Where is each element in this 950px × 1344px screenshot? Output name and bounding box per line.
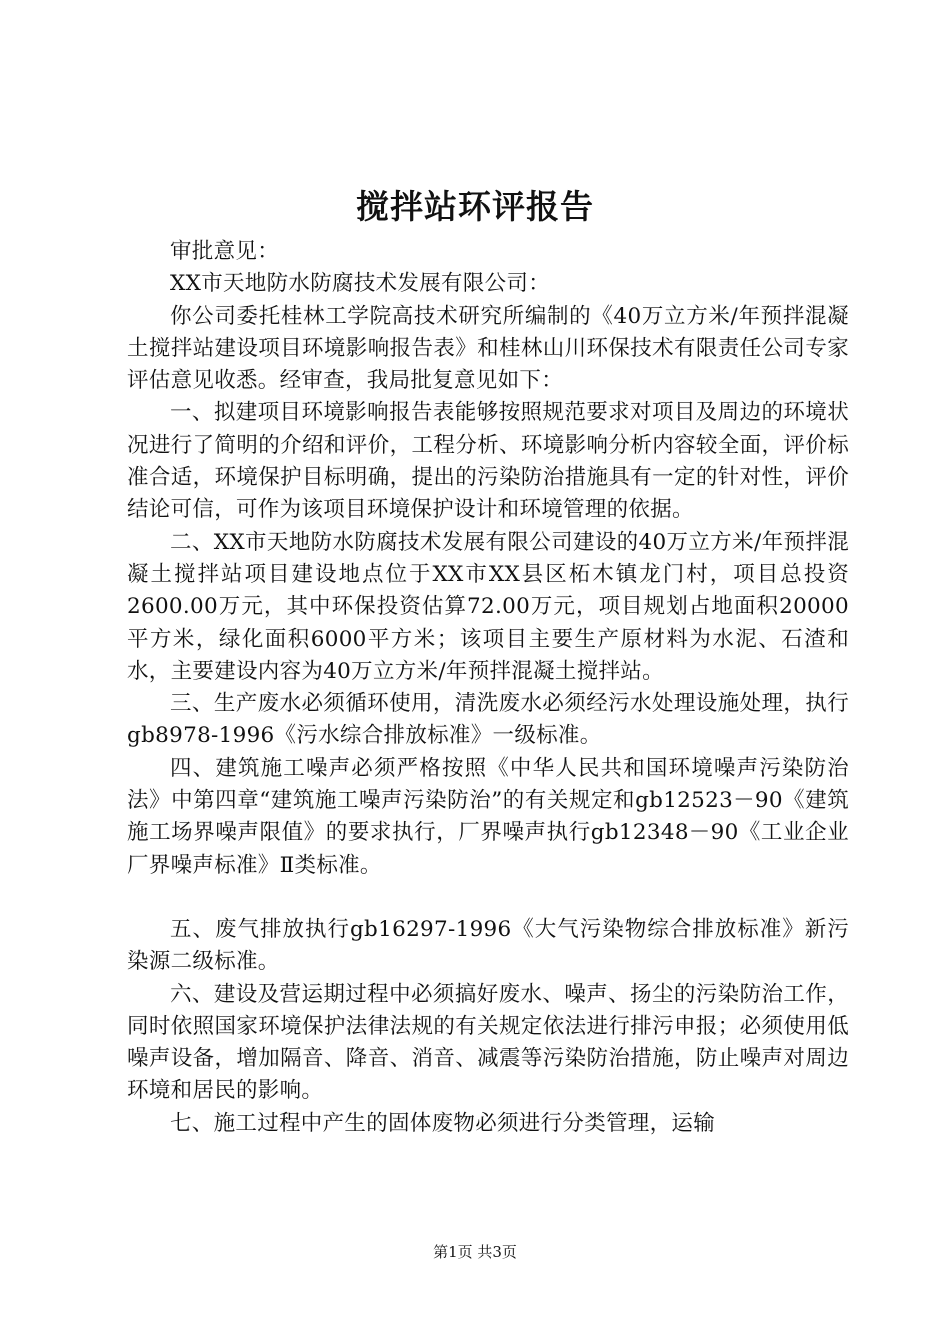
paragraph-item-5: 五、废气排放执行gb16297-1996《大气污染物综合排放标准》新污染源二级标准。 bbox=[127, 916, 849, 975]
paragraph-item-1: 一、拟建项目环境影响报告表能够按照规范要求对项目及周边的环境状况进行了简明的介绍和评价，工程分析、环境影响分析内容较全面，评价标准合适，环境保护目标明确，提出的污染防治措施具有一定的针对性，评价结论可信，可作为该项目环境保护设计和环境管理的依据。 bbox=[127, 400, 849, 523]
paragraph-item-2: 二、XX市天地防水防腐技术发展有限公司建设的40万立方米/年预拌混凝土搅拌站项目建设地点位于XX市XX县区柘木镇龙门村，项目总投资2600.00万元，其中环保投资估算72.00万元，项目规划占地面积20000平方米，绿化面积6000平方米；该项目主要生产原材料为水泥、石渣和水，主要建设内容为40万立方米/年预拌混凝土搅拌站。 bbox=[127, 529, 849, 684]
paragraph-item-4: 四、建筑施工噪声必须严格按照《中华人民共和国环境噪声污染防治法》中第四章“建筑施工噪声污染防治”的有关规定和gb12523－90《建筑施工场界噪声限值》的要求执行，厂界噪声执行gb12348－90《工业企业厂界噪声标准》Ⅱ类标准。 bbox=[127, 755, 849, 878]
paragraph-addressee: XX市天地防水防腐技术发展有限公司： bbox=[170, 271, 551, 297]
document-body bbox=[127, 236, 849, 1140]
paragraph-item-3: 三、生产废水必须循环使用，清洗废水必须经污水处理设施处理，执行gb8978-1996《污水综合排放标准》一级标准。 bbox=[127, 691, 849, 749]
document-title: 搅拌站环评报告 bbox=[356, 187, 594, 226]
paragraph-approval-heading: 审批意见： bbox=[170, 239, 280, 264]
paragraph-item-7: 七、施工过程中产生的固体废物必须进行分类管理，运输 bbox=[170, 1110, 716, 1136]
page-number-footer: 第1页 共3页 bbox=[433, 1243, 517, 1261]
paragraph-intro: 你公司委托桂林工学院高技术研究所编制的《40万立方米/年预拌混凝土搅拌站建设项目环境影响报告表》和桂林山川环保技术有限责任公司专家评估意见收悉。经审查，我局批复意见如下： bbox=[127, 303, 849, 394]
paragraph-item-6: 六、建设及营运期过程中必须搞好废水、噪声、扬尘的污染防治工作，同时依照国家环境保护法律法规的有关规定依法进行排污申报；必须使用低噪声设备，增加隔音、降音、消音、减震等污染防治措施，防止噪声对周边环境和居民的影响。 bbox=[127, 981, 849, 1104]
